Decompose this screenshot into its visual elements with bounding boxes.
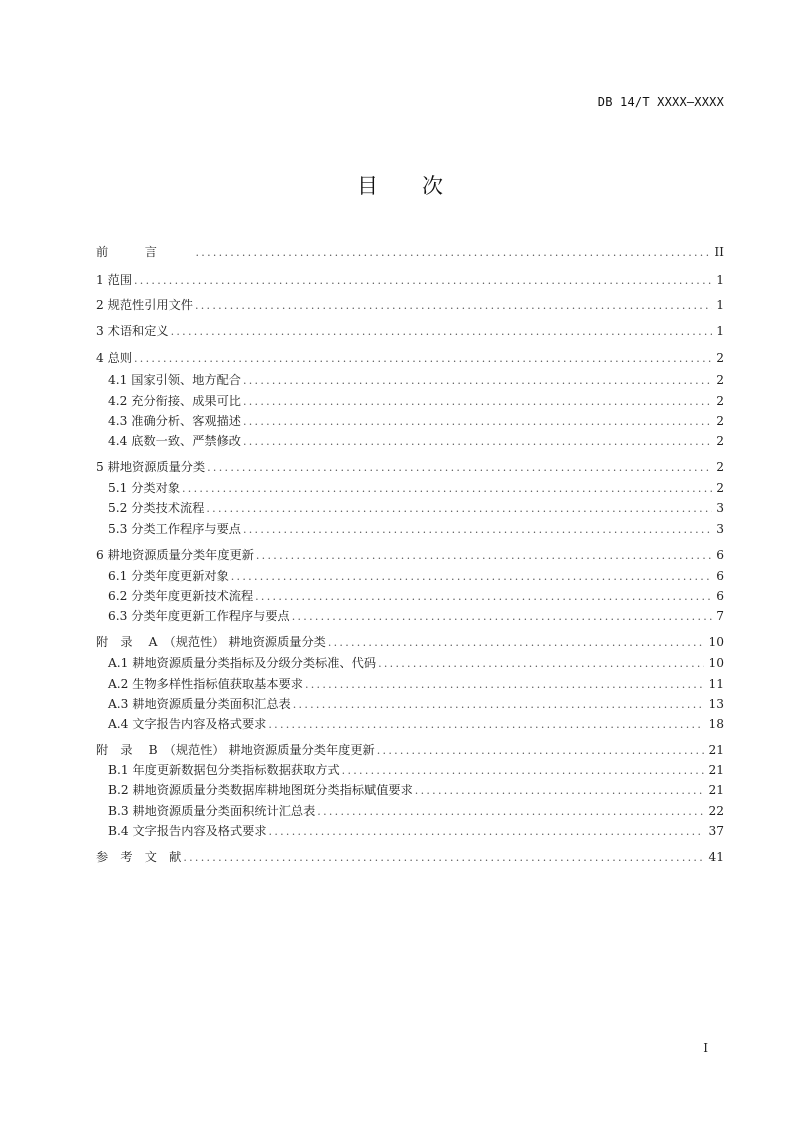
toc-entry-label: 4.1 国家引领、地方配合 — [108, 373, 241, 387]
dot-leader — [305, 676, 705, 694]
toc-entry-page: 6 — [716, 548, 724, 562]
dot-leader — [243, 433, 712, 451]
toc-entry-label: 5.1 分类对象 — [108, 481, 181, 495]
toc-entry-page: 21 — [708, 763, 724, 777]
page-number: I — [703, 1041, 708, 1055]
toc-entry-label: 6 耕地资源质量分类年度更新 — [96, 548, 254, 562]
toc-entry-label: B.1 年度更新数据包分类指标数据获取方式 — [108, 763, 340, 777]
toc-entry-label: A.3 耕地资源质量分类面积汇总表 — [108, 697, 291, 711]
dot-leader — [377, 742, 705, 760]
dot-leader — [231, 568, 712, 586]
dot-leader — [207, 459, 712, 477]
toc-subentry[interactable] — [108, 675, 724, 693]
toc-entry-label: 附 录 A （规范性） 耕地资源质量分类 — [96, 635, 326, 649]
toc-subentry[interactable] — [108, 479, 724, 497]
toc-entry-label: 附 录 B （规范性） 耕地资源质量分类年度更新 — [96, 743, 375, 757]
toc-entry-label: 1 范围 — [96, 273, 133, 287]
dot-leader — [171, 323, 712, 341]
toc-entry[interactable] — [96, 349, 724, 367]
toc-subentry[interactable] — [108, 822, 724, 840]
dot-leader — [243, 393, 712, 411]
dot-leader — [268, 716, 704, 734]
toc-subentry[interactable] — [108, 607, 724, 625]
toc-entry-page: 10 — [708, 656, 724, 670]
toc-subentry[interactable] — [108, 695, 724, 713]
dot-leader — [183, 849, 704, 867]
toc-entry[interactable] — [96, 243, 724, 261]
toc-entry-label: 4.4 底数一致、严禁修改 — [108, 434, 241, 448]
toc-subentry[interactable] — [108, 715, 724, 733]
toc-entry-page: 37 — [708, 824, 724, 838]
toc-entry-page: 22 — [708, 804, 724, 818]
toc-entry-label: A.1 耕地资源质量分类指标及分级分类标准、代码 — [108, 656, 377, 670]
toc-entry-page: 1 — [716, 324, 724, 338]
toc-entry-page: 41 — [708, 850, 724, 864]
dot-leader — [195, 297, 712, 315]
dot-leader — [317, 803, 704, 821]
toc-entry-page: 21 — [708, 743, 724, 757]
dot-leader — [134, 350, 712, 368]
dot-leader — [269, 823, 705, 841]
toc-entry-label: 4.3 准确分析、客观描述 — [108, 414, 241, 428]
toc-entry[interactable] — [96, 271, 724, 289]
toc-entry-page: 1 — [716, 273, 724, 287]
toc-entry-label: 3 术语和定义 — [96, 324, 169, 338]
toc-entry-label: 参 考 文 献 — [96, 850, 182, 864]
toc-entry-page: 21 — [708, 783, 724, 797]
toc-entry-page: 2 — [716, 460, 724, 474]
toc-subentry[interactable] — [108, 587, 724, 605]
toc-subentry[interactable] — [108, 761, 724, 779]
toc-entry-page: 2 — [716, 373, 724, 387]
toc-entry[interactable] — [96, 848, 724, 866]
toc-subentry[interactable] — [108, 371, 724, 389]
toc-subentry[interactable] — [108, 499, 724, 517]
dot-leader — [196, 244, 711, 262]
toc-entry-page: 2 — [716, 414, 724, 428]
toc-entry-label: 4 总则 — [96, 351, 133, 365]
toc-entry[interactable] — [96, 546, 724, 564]
toc-entry-page: 13 — [708, 697, 724, 711]
dot-leader — [134, 272, 712, 290]
dot-leader — [243, 521, 712, 539]
toc-subentry[interactable] — [108, 802, 724, 820]
toc-entry-label: 4.2 充分衔接、成果可比 — [108, 394, 241, 408]
toc-subentry[interactable] — [108, 432, 724, 450]
toc-entry-page: 11 — [708, 677, 724, 691]
toc-subentry[interactable] — [108, 392, 724, 410]
toc-subentry[interactable] — [108, 520, 724, 538]
document-code: DB 14/T XXXX—XXXX — [597, 95, 724, 109]
dot-leader — [243, 372, 712, 390]
dot-leader — [292, 608, 712, 626]
toc-subentry[interactable] — [108, 567, 724, 585]
toc-entry-page: II — [714, 245, 724, 259]
page-title — [0, 170, 800, 200]
toc-entry-label: B.4 文字报告内容及格式要求 — [108, 824, 267, 838]
dot-leader — [328, 634, 705, 652]
toc-entry-label: 5.2 分类技术流程 — [108, 501, 205, 515]
toc-subentry[interactable] — [108, 654, 724, 672]
toc-entry-page: 10 — [708, 635, 724, 649]
toc-entry-label: B.3 耕地资源质量分类面积统计汇总表 — [108, 804, 316, 818]
dot-leader — [378, 655, 704, 673]
title-char-1: 目 — [357, 174, 378, 198]
toc-subentry[interactable] — [108, 412, 724, 430]
dot-leader — [243, 413, 712, 431]
toc-entry-page: 6 — [716, 569, 724, 583]
toc-entry-page: 2 — [716, 351, 724, 365]
toc-entry-label: 6.3 分类年度更新工作程序与要点 — [108, 609, 290, 623]
toc-entry-label: 前 言 — [96, 245, 194, 259]
title-char-2: 次 — [422, 174, 443, 198]
toc-entry-label: B.2 耕地资源质量分类数据库耕地图斑分类指标赋值要求 — [108, 783, 413, 797]
dot-leader — [255, 588, 712, 606]
toc-entry-page: 2 — [716, 481, 724, 495]
toc-entry-label: 6.2 分类年度更新技术流程 — [108, 589, 254, 603]
toc-entry-page: 7 — [716, 609, 724, 623]
toc-entry[interactable] — [96, 296, 724, 314]
toc-entry-page: 3 — [716, 501, 724, 515]
toc-entry-page: 2 — [716, 394, 724, 408]
toc-entry[interactable] — [96, 741, 724, 759]
toc-entry-page: 3 — [716, 522, 724, 536]
toc-entry-label: A.4 文字报告内容及格式要求 — [108, 717, 267, 731]
toc-entry-label: 6.1 分类年度更新对象 — [108, 569, 229, 583]
toc-entry[interactable] — [96, 458, 724, 476]
dot-leader — [293, 696, 705, 714]
toc-entry-page: 18 — [708, 717, 724, 731]
toc-entry[interactable] — [96, 633, 724, 651]
toc-entry-label: 5.3 分类工作程序与要点 — [108, 522, 241, 536]
toc-entry-page: 2 — [716, 434, 724, 448]
dot-leader — [256, 547, 712, 565]
dot-leader — [342, 762, 705, 780]
toc-entry-label: A.2 生物多样性指标值获取基本要求 — [108, 677, 303, 691]
toc-entry-page: 6 — [716, 589, 724, 603]
dot-leader — [206, 500, 712, 518]
toc-subentry[interactable] — [108, 781, 724, 799]
toc-entry-label: 5 耕地资源质量分类 — [96, 460, 206, 474]
dot-leader — [415, 782, 705, 800]
dot-leader — [182, 480, 712, 498]
toc-entry[interactable] — [96, 322, 724, 340]
toc-entry-page: 1 — [716, 298, 724, 312]
toc-entry-label: 2 规范性引用文件 — [96, 298, 193, 312]
